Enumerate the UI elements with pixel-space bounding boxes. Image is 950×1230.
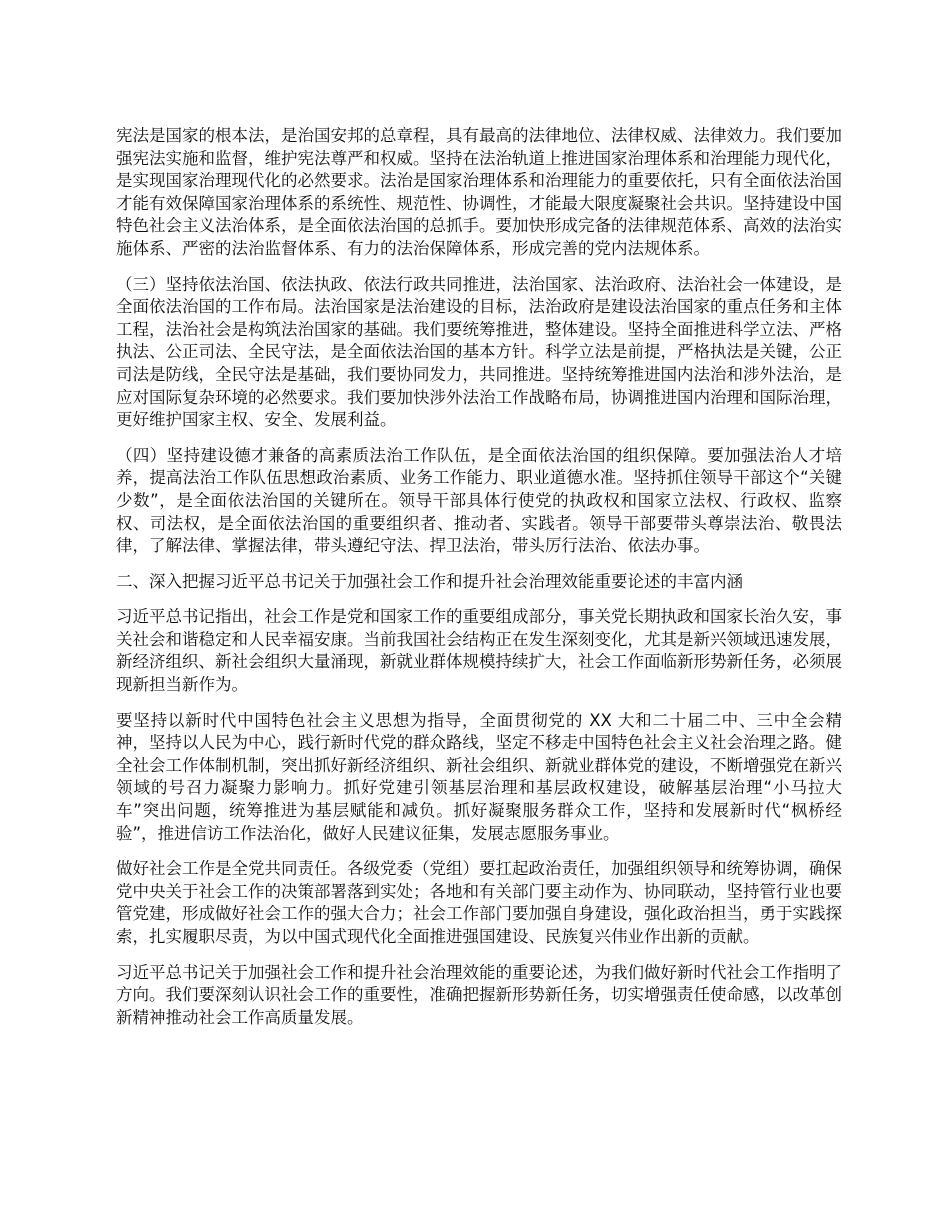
paragraph-shared-responsibility: 做好社会工作是全党共同责任。各级党委（党组）要扛起政治责任，加强组织领导和统筹协调，确保党中央关于社会工作的决策部署落到实处；各地和有关部门要主动作为、协同联动，坚持管行业也要管党建，形成做好社会工作的强大合力；社会工作部门要加强自身建设，强化政治担当，勇于实践探索，扎实履职尽责，为以中国式现代化全面推进强国建设、民族复兴伟业作出新的贡献。 [116, 859, 842, 946]
section-heading-two: 二、深入把握习近平总书记关于加强社会工作和提升社会治理效能重要论述的丰富内涵 [116, 571, 743, 591]
paragraph-guiding-thought: 要坚持以新时代中国特色社会主义思想为指导，全面贯彻党的 XX 大和二十届二中、三中全会精神，坚持以人民为中心，践行新时代党的群众路线，坚定不移走中国特色社会主义社会治理之路。健全社会工作体制机制，突出抓好新经济组织、新社会组织、新就业群体党的建设，不断增强党在新兴领域的号召力凝聚力影响力。抓好党建引领基层治理和基层政权建设，破解基层治理“小马拉大车”突出问题，统筹推进为基层赋能和减负。抓好凝聚服务群众工作，坚持和发展新时代“枫桥经验”，推进信访工作法治化，做好人民建议征集，发展志愿服务事业。 [116, 710, 842, 843]
paragraph-section-four: （四）坚持建设德才兼备的高素质法治工作队伍，是全面依法治国的组织保障。要加强法治人才培养，提高法治工作队伍思想政治素质、业务工作能力、职业道德水准。坚持抓住领导干部这个“关键少数”，是全面依法治国的关键所在。领导干部具体行使党的执政权和国家立法权、行政权、监察权、司法权，是全面依法治国的重要组织者、推动者、实践者。领导干部要带头尊崇法治、敬畏法律，了解法律、掌握法律，带头遵纪守法、捍卫法治，带头厉行法治、依法办事。 [116, 445, 842, 556]
paragraph-conclusion: 习近平总书记关于加强社会工作和提升社会治理效能的重要论述，为我们做好新时代社会工作指明了方向。我们要深刻认识社会工作的重要性，准确把握新形势新任务，切实增强责任使命感，以改革创新精神推动社会工作高质量发展。 [116, 962, 842, 1027]
document-body [116, 125, 842, 1042]
paragraph-section-three: （三）坚持依法治国、依法执政、依法行政共同推进，法治国家、法治政府、法治社会一体建设，是全面依法治国的工作布局。法治国家是法治建设的目标，法治政府是建设法治国家的重点任务和主体工程，法治社会是构筑法治国家的基础。我们要统筹推进，整体建设。坚持全面推进科学立法、严格执法、公正司法、全民守法，是全面依法治国的基本方针。科学立法是前提，严格执法是关键，公正司法是防线，全民守法是基础，我们要协同发力，共同推进。坚持统筹推进国内法治和涉外法治，是应对国际复杂环境的必然要求。我们要加快涉外法治工作战略布局，协调推进国内治理和国际治理，更好维护国家主权、安全、发展利益。 [116, 274, 842, 430]
paragraph-constitution: 宪法是国家的根本法，是治国安邦的总章程，具有最高的法律地位、法律权威、法律效力。我们要加强宪法实施和监督，维护宪法尊严和权威。坚持在法治轨道上推进国家治理体系和治理能力现代化，是实现国家治理现代化的必然要求。法治是国家治理体系和治理能力的重要依托，只有全面依法治国才能有效保障国家治理体系的系统性、规范性、协调性，才能最大限度凝聚社会共识。坚持建设中国特色社会主义法治体系，是全面依法治国的总抓手。要加快形成完备的法律规范体系、高效的法治实施体系、严密的法治监督体系、有力的法治保障体系，形成完善的党内法规体系。 [116, 126, 842, 258]
paragraph-social-work-importance: 习近平总书记指出，社会工作是党和国家工作的重要组成部分，事关党长期执政和国家长治久安，事关社会和谐稳定和人民幸福安康。当前我国社会结构正在发生深刻变化，尤其是新兴领域迅速发展，新经济组织、新社会组织大量涌现，新就业群体规模持续扩大，社会工作面临新形势新任务，必须展现新担当新作为。 [116, 607, 842, 695]
